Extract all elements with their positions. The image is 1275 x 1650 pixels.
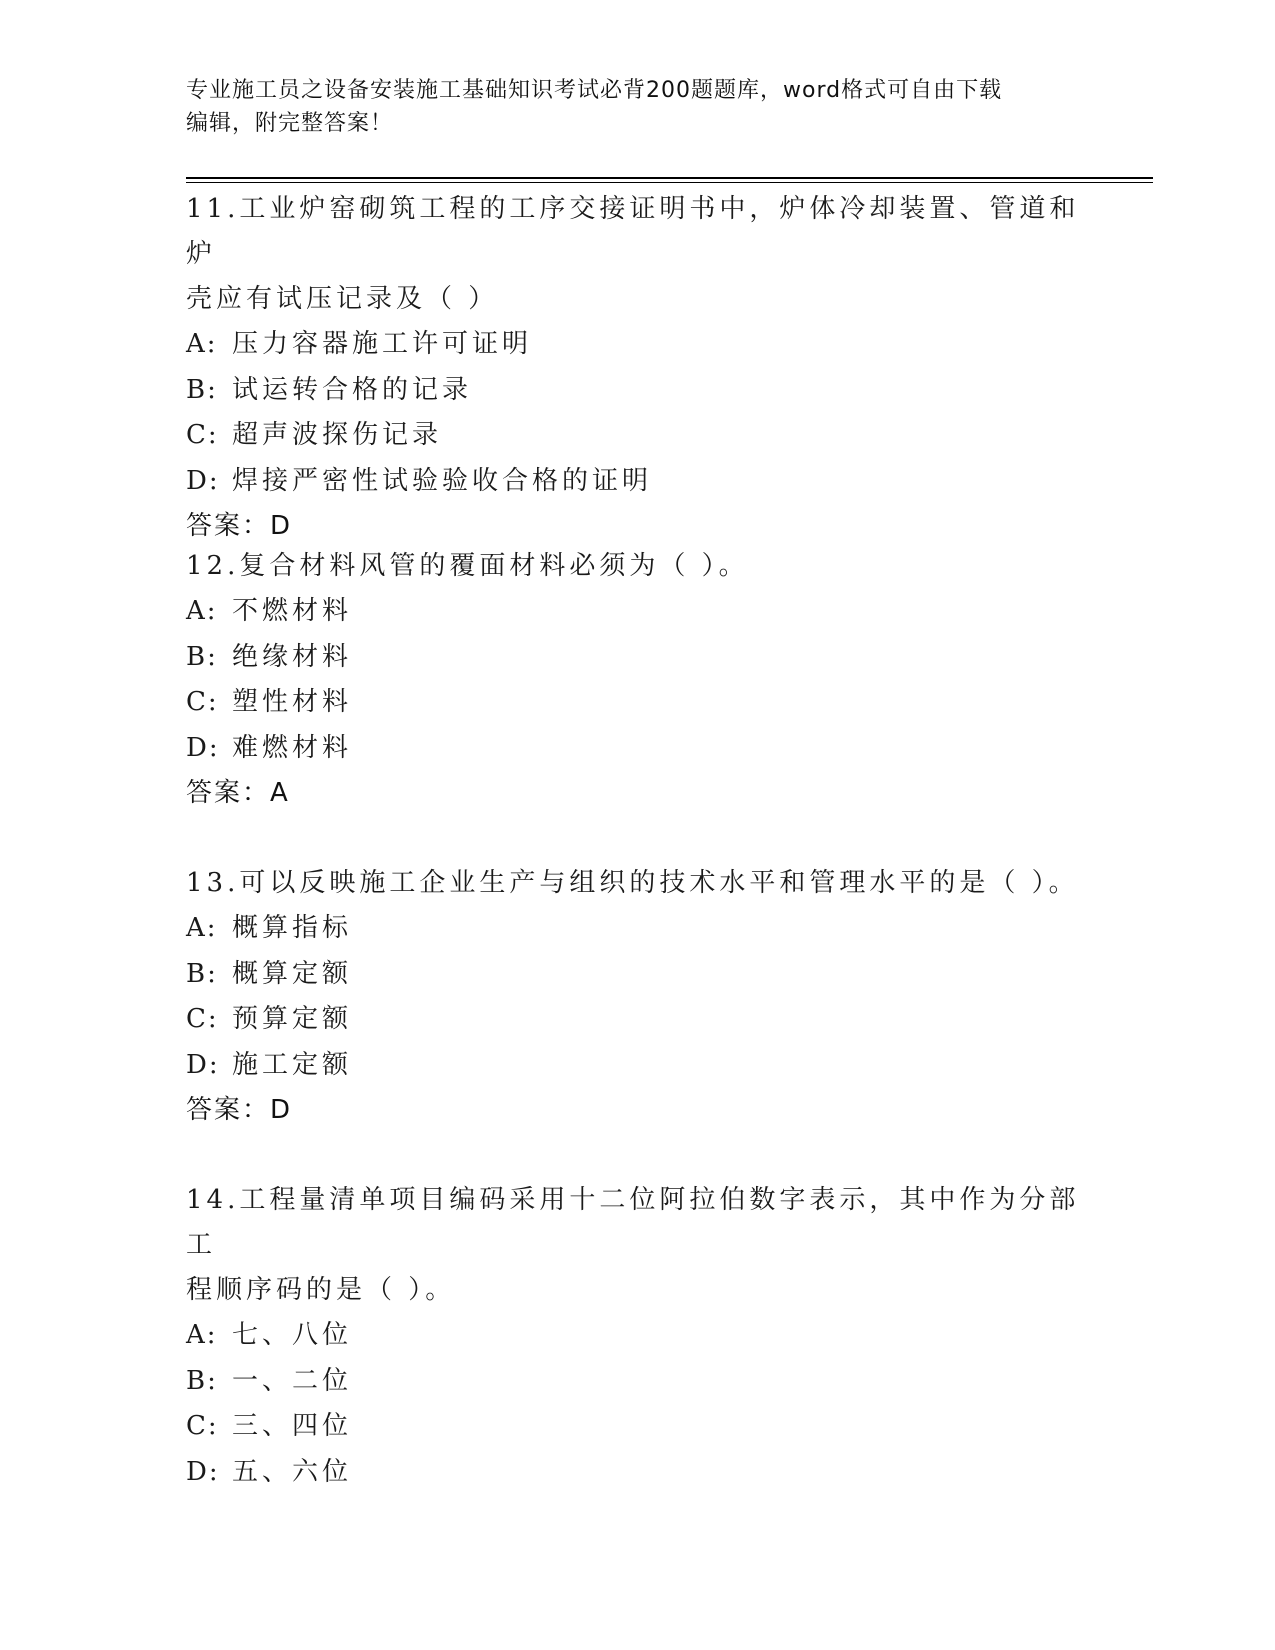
option-text: 不燃材料 xyxy=(232,596,353,626)
option-b xyxy=(186,952,1086,998)
option-letter: A: xyxy=(186,1320,218,1350)
option-b xyxy=(186,368,1086,414)
option-b xyxy=(186,1359,1086,1405)
option-a xyxy=(186,906,1086,952)
question-title-line-1: 11.工业炉窑砌筑工程的工序交接证明书中，炉体冷却装置、管道和炉 xyxy=(186,194,1080,269)
option-d xyxy=(186,726,1086,772)
option-b xyxy=(186,635,1086,681)
question-11 xyxy=(186,187,1086,549)
option-text: 难燃材料 xyxy=(232,732,353,763)
option-text: 三、四位 xyxy=(232,1411,353,1441)
question-title-line-2: 壳应有试压记录及（ ） xyxy=(186,284,499,314)
option-letter: C: xyxy=(186,1004,219,1034)
option-c xyxy=(186,413,1086,459)
option-a xyxy=(186,322,1086,368)
option-a xyxy=(186,589,1086,635)
header-line-2: 编辑，附完整答案！ xyxy=(186,111,394,136)
option-text: 绝缘材料 xyxy=(232,641,353,672)
option-text: 概算定额 xyxy=(232,958,353,989)
option-c xyxy=(186,1404,1086,1450)
option-letter: B: xyxy=(186,374,218,405)
option-text: 一、二位 xyxy=(232,1365,353,1396)
header-divider-thin xyxy=(186,182,1153,183)
option-text: 七、八位 xyxy=(232,1320,353,1350)
header-line-1: 专业施工员之设备安装施工基础知识考试必背200题题库，word格式可自由下载 xyxy=(186,78,1003,103)
question-13 xyxy=(186,861,1086,1133)
option-letter: A: xyxy=(186,596,218,626)
option-letter: A: xyxy=(186,913,218,943)
option-text: 试运转合格的记录 xyxy=(232,374,473,405)
option-text: 超声波探伤记录 xyxy=(232,420,443,450)
option-letter: D: xyxy=(186,1049,220,1080)
option-text: 概算指标 xyxy=(232,913,353,943)
question-title-line-1: 13.可以反映施工企业生产与组织的技术水平和管理水平的是（ ）。 xyxy=(186,868,1079,898)
option-letter: C: xyxy=(186,687,219,717)
option-c xyxy=(186,680,1086,726)
option-letter: B: xyxy=(186,958,218,989)
option-letter: B: xyxy=(186,1365,218,1396)
option-text: 施工定额 xyxy=(232,1049,353,1080)
option-d xyxy=(186,1450,1086,1496)
option-letter: A: xyxy=(186,329,218,359)
option-text: 压力容器施工许可证明 xyxy=(232,329,533,359)
answer-line: 答案：D xyxy=(186,511,293,541)
question-title-line-1: 14.工程量清单项目编码采用十二位阿拉伯数字表示，其中作为分部工 xyxy=(186,1185,1080,1260)
option-letter: B: xyxy=(186,641,218,672)
option-d xyxy=(186,1043,1086,1089)
option-text: 塑性材料 xyxy=(232,687,353,717)
question-14 xyxy=(186,1178,1086,1495)
option-d xyxy=(186,459,1086,505)
option-letter: D: xyxy=(186,732,220,763)
option-letter: C: xyxy=(186,1411,219,1441)
question-title-line-2: 程顺序码的是（ ）。 xyxy=(186,1275,456,1305)
header-divider-thick xyxy=(186,177,1153,179)
question-12 xyxy=(186,544,1086,816)
option-a xyxy=(186,1313,1086,1359)
option-text: 焊接严密性试验验收合格的证明 xyxy=(232,465,653,496)
option-text: 五、六位 xyxy=(232,1456,353,1487)
option-text: 预算定额 xyxy=(232,1004,353,1034)
option-letter: C: xyxy=(186,420,219,450)
option-letter: D: xyxy=(186,1456,220,1487)
option-c xyxy=(186,997,1086,1043)
question-title-line-1: 12.复合材料风管的覆面材料必须为（ ）。 xyxy=(186,551,749,581)
answer-line: 答案：A xyxy=(186,778,290,808)
answer-line: 答案：D xyxy=(186,1095,293,1125)
option-letter: D: xyxy=(186,465,220,496)
document-header xyxy=(186,74,1086,140)
